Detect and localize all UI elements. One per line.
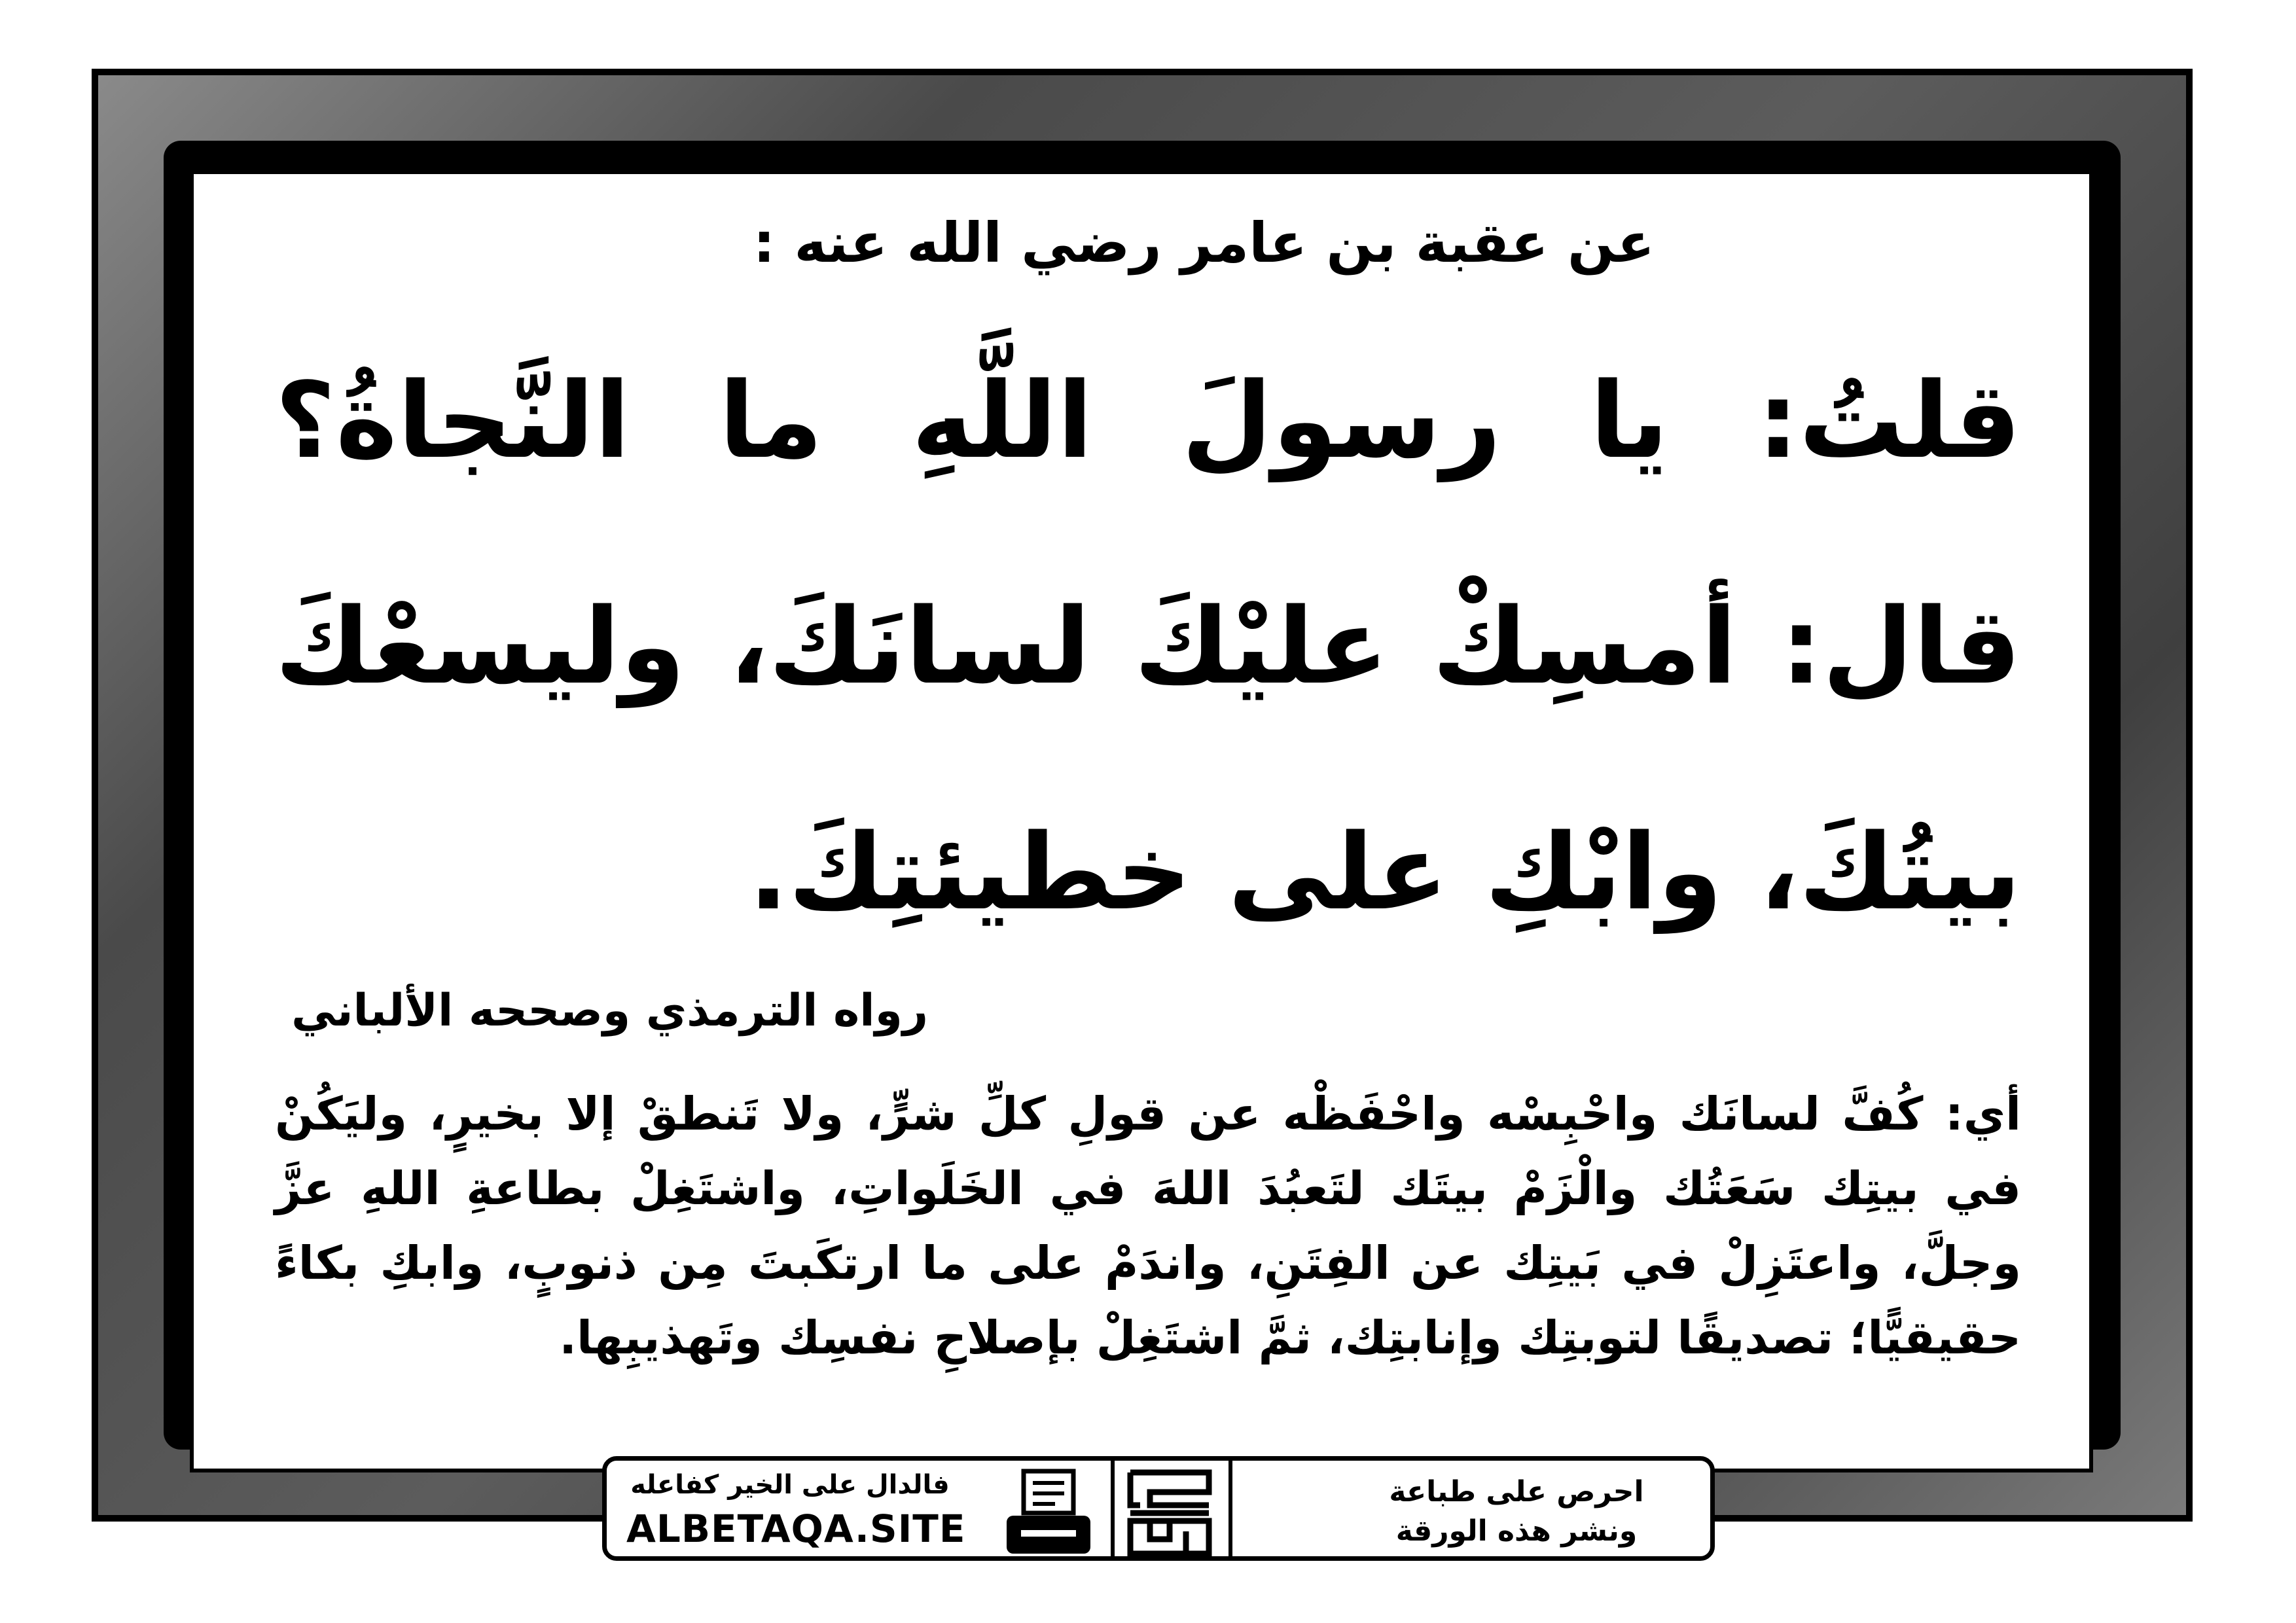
- logo-icon: [1124, 1466, 1215, 1560]
- hadith-text: قلتُ: يا رسولَ اللَّهِ ما النَّجاةُ؟ قال: أمسِكْ عليْكَ لسانَكَ، وليسعْكَ بيتُكَ، وابْكِ على خطيئتِكَ.: [275, 359, 2021, 933]
- footer-divider-2: [1229, 1461, 1232, 1556]
- narrator-line: عن عقبة بن عامر رضي الله عنه :: [753, 211, 1655, 275]
- explanation-text: أي: كُفَّ لسانَك واحْبِسْه واحْفَظْه عن قولِ كلِّ شرٍّ، ولا تَنطقْ إلا بخيرٍ، وليَكُنْ في بيتِك سَعَتُك والْزَمْ بيتَك لتَعبُدَ اللهَ في الخَلَواتِ، واشتَغِلْ بطاعةِ اللهِ عزَّ وجلَّ، واعتَزِلْ في بَيتِك عن الفِتَنِ، واندَمْ على ما ارتكَبتَ مِن ذنوبٍ، وابكِ بكاءً حقيقيًّا؛ تصديقًا لتوبتِك وإنابتِك، ثمَّ اشتَغِلْ بإصلاحِ نفسِك وتَهذيبِها.: [275, 1087, 2021, 1364]
- printer-icon: [1003, 1467, 1094, 1559]
- footer-divider-1: [1111, 1461, 1115, 1556]
- footer-note-line2: ونشر هذه الورقة: [1395, 1514, 1638, 1548]
- site-link[interactable]: ALBETAQA.SITE: [626, 1507, 966, 1551]
- footer-site-block: [626, 1470, 966, 1551]
- hadith-source: رواه الترمذي وصححه الألباني: [291, 985, 928, 1037]
- footer-note-line1: احرص على طباعة: [1389, 1475, 1644, 1508]
- footer-banner: [602, 1456, 1715, 1561]
- footer-print-note: [1333, 1472, 1700, 1551]
- footer-motto: فالدال على الخير كفاعله: [630, 1470, 950, 1500]
